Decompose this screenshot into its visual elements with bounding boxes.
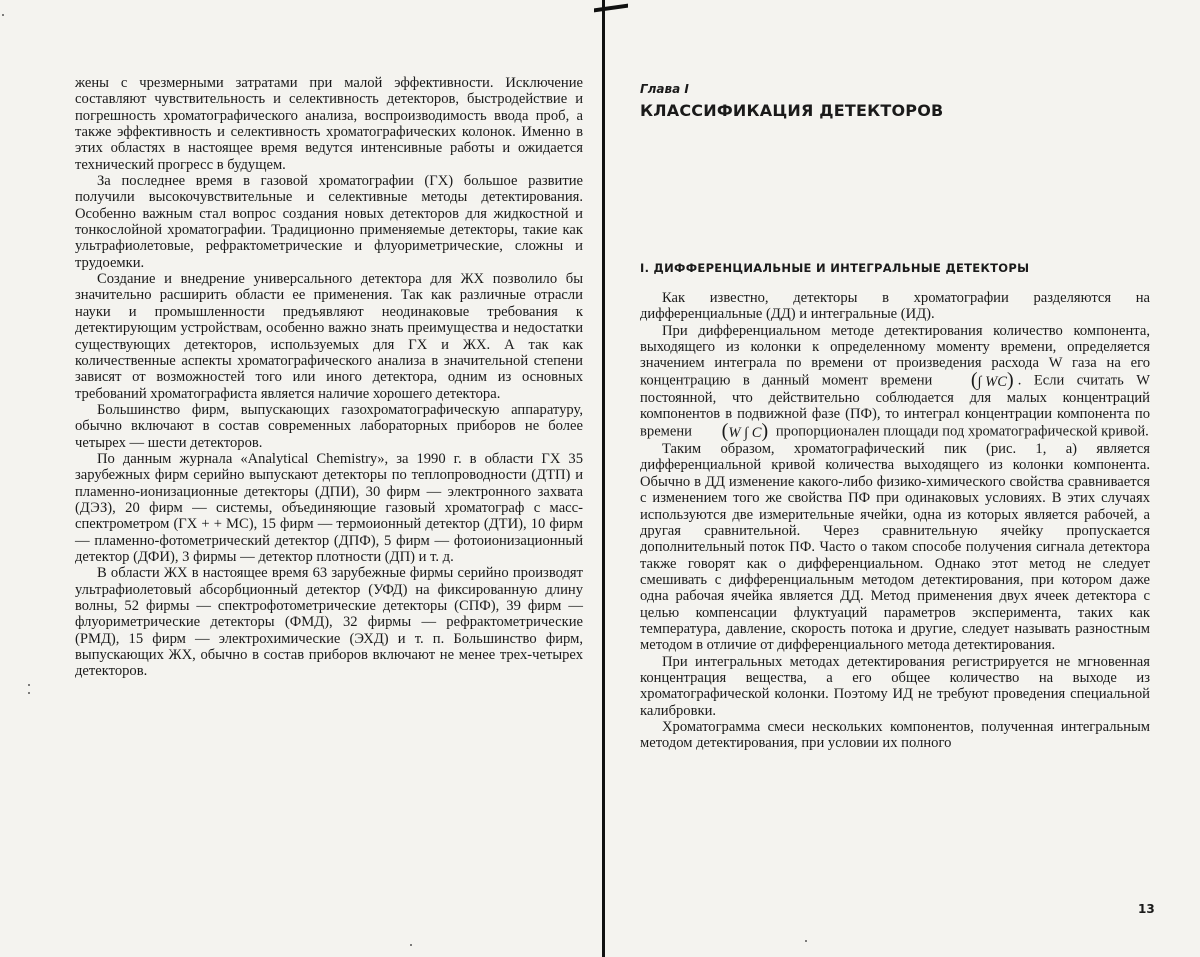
left-page <box>75 75 583 680</box>
right-paragraph-5: Хроматограмма смеси нескольких компонентов, полученная интегральным методом детектирования, при условии их полного <box>640 718 1150 752</box>
left-paragraph-2: За последнее время в газовой хроматографии (ГХ) большое развитие получили высокочувствительные и селективные методы детектирования. Особенно важным стал вопрос создания новых детекторов для жидкостной и тонкослойной хроматографии. Традиционно применяемые детекторы, такие как ультрафиолетовые, рефрактометрические и флуориметрические, сложны и трудоемки. <box>75 173 583 271</box>
right-paragraph-3: Таким образом, хроматографический пик (рис. 1, а) является дифференциальной кривой количества выходящего из колонки компонента. Обычно в ДД изменение какого-либо физико-химического свойства сравнивается с изменением того же свойства ПФ при одинаковых условиях. В этих случаях используются две измерительные ячейки, одна из которых является рабочей, а другая сравнительной. Через сравнительную ячейку пропускается дополнительный поток ПФ. Часто о таком способе получения сигнала детектора также говорят как о дифференциальном. Однако этот метод не следует смешивать с дифференциальным методом детектирования, при котором даже одна рабочая ячейка является ДД. Метод применения двух ячеек детектора с целью компенсации флуктуаций параметров эксперимента, таких как температура, давление, скорость потока и другие, следует называть разностным методом в отличие от дифференциального метода детектирования. <box>640 441 1150 654</box>
integral-formula-2-text: W ∫ C <box>728 424 762 441</box>
section-title: I. ДИФФЕРЕНЦИАЛЬНЫЕ И ИНТЕГРАЛЬНЫЕ ДЕТЕКТОРЫ <box>640 260 1030 275</box>
gutter-mark <box>594 4 628 13</box>
left-paragraph-4: Большинство фирм, выпускающих газохроматографическую аппаратуру, обычно включают в состав современных лабораторных приборов не более четырех — шести детекторов. <box>75 401 583 451</box>
integral-formula-1-text: ∫ WC <box>977 373 1008 390</box>
right-paragraph-2a: При дифференциальном методе детектирования количество компонента, выходящего из колонки к определенному моменту времени, определяется значением интеграла по времени от произведения расхода W газа на его концентрацию в данный момент времени <box>640 322 1150 389</box>
left-paragraph-3: Создание и внедрение универсального детектора для ЖХ позволило бы значительно расширить области ее применения. Так как различные отрасли науки и промышленности предъявляют неодинаковые требования к детектирующим устройствам, особенно важно знать преимущества и недостатки существующих детекторов, используемых для ГХ и ЖХ. А так как количественные аспекты хроматографического анализа в значительной степени зависят от возможностей того или иного детектора, одним из основных требований хроматографиста является наличие хорошего детектора. <box>75 271 583 402</box>
page-number: 13 <box>1138 902 1155 916</box>
book-gutter <box>602 0 605 957</box>
scan-speck <box>28 692 30 694</box>
right-paragraph-4: При интегральных методах детектирования регистрируется не мгновенная концентрация вещества, а его общее количество на выходе из хроматографической колонки. Поэтому ИД не требуют проведения специальной калибровки. <box>640 653 1150 719</box>
integral-formula-1: (∫ WC) <box>970 368 1014 391</box>
right-paragraph-2b: . Если считать W постоянной, что действительно соблюдается для малых концентраций компонентов в подвижной фазе (ПФ), то интеграл концентрации компонента по времени <box>640 372 1150 440</box>
scan-speck <box>410 944 412 946</box>
right-paragraph-2 <box>640 323 1150 441</box>
scan-speck <box>2 14 4 16</box>
chapter-title: КЛАССИФИКАЦИЯ ДЕТЕКТОРОВ <box>640 101 944 121</box>
right-page <box>640 75 1150 752</box>
left-paragraph-5: По данным журнала «Analytical Chemistry», за 1990 г. в области ГХ 35 зарубежных фирм серийно выпускают детекторы по теплопроводности (ДТП) и пламенно-ионизационные детекторы (ДПИ), 30 фирм — электронного захвата (ДЭЗ), 20 фирм — системы, объединяющие газовый хроматограф с масс-спектрометром (ГХ + + МС), 15 фирм — термоионный детектор (ДТИ), 10 фирм — пламенно-фотометрический детектор (ДПФ), 5 фирм — фотоионизационный детектор (ДФИ), 3 фирмы — детектор плотности (ДП) и т. д. <box>75 450 583 565</box>
scan-speck <box>28 684 30 686</box>
chapter-label: Глава I <box>640 82 689 96</box>
left-paragraph-6: В области ЖХ в настоящее время 63 зарубежные фирмы серийно производят ультрафиолетовый абсорбционный детектор (УФД) на фиксированную длину волны, 52 фирмы — спектрофотометрические детекторы (СПФ), 39 фирм — флуориметрические детекторы (ФМД), 32 фирмы — рефрактометрические (РМД), 15 фирм — электрохимические (ЭХД) и т. п. Большинство фирм, выпускающих ЖХ, обычно в состав приборов включают не менее трех-четырех детекторов. <box>75 565 583 680</box>
integral-formula-2: (W ∫ C) <box>721 419 769 442</box>
right-paragraph-2c: пропорционален площади под хроматографической кривой. <box>775 423 1149 440</box>
right-paragraph-1: Как известно, детекторы в хроматографии разделяются на дифференциальные (ДД) и интегральные (ИД). <box>640 290 1150 323</box>
left-paragraph-1: жены с чрезмерными затратами при малой эффективности. Исключение составляют чувствительность и селективность детекторов, быстродействие и погрешность хроматографического анализа, воспроизводимость ввода проб, а также эффективность и селективность хроматографических колонок. Именно в этих областях в настоящее время ведутся интенсивные работы и ожидается технический прогресс в будущем. <box>75 75 583 173</box>
scan-speck <box>805 940 807 942</box>
